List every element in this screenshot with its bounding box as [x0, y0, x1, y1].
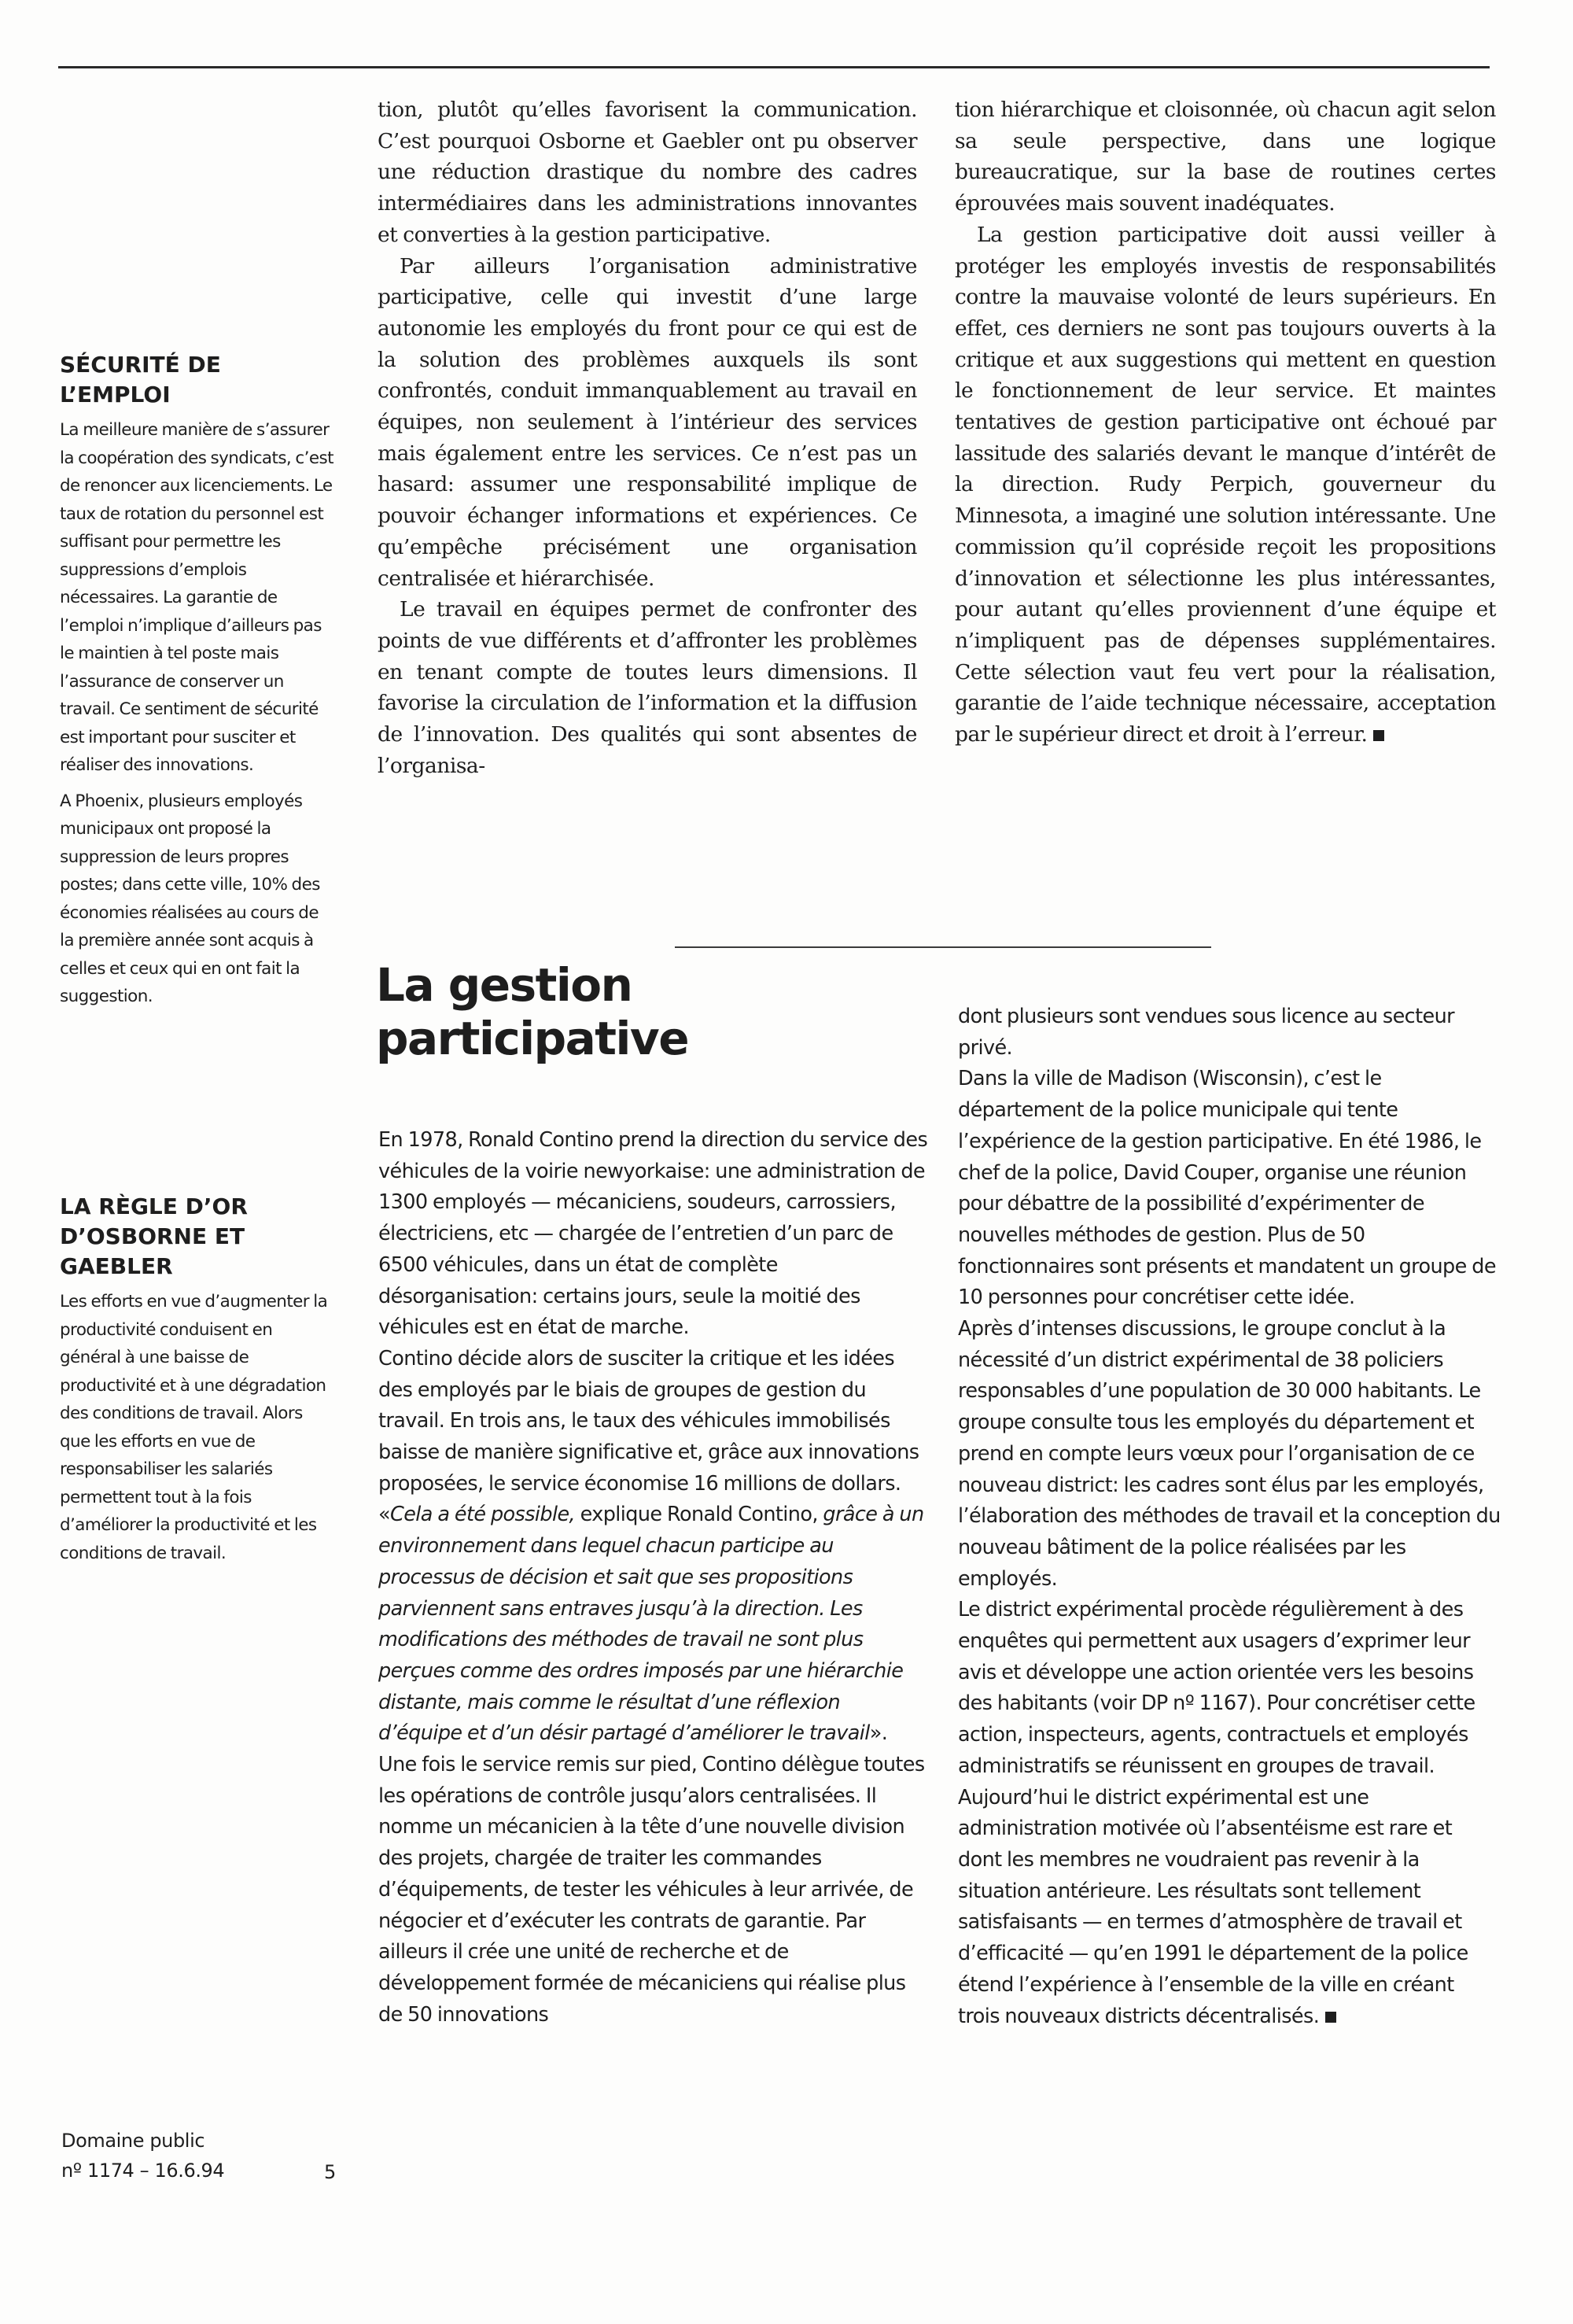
headline-line: La gestion: [376, 958, 632, 1012]
headline-line: participative: [376, 1012, 689, 1065]
top-article-column-1: [378, 94, 917, 781]
article-paragraph-text: Aujourd’hui le district expérimental est une administration motivée où l’absentéisme est rare et dont les membres ne voudraient pas revenir à la situation antérieure. Les résultats sont tellement satisfaisants — en termes d’atmosphère de travail et d’efficacité — qu’en 1991 le département de la police étend l’expérience à l’ensemble de la ville en créant trois nouveaux districts décentralisés.: [958, 1785, 1468, 2028]
sidebar-title-line: LA RÈGLE D’OR: [60, 1193, 248, 1219]
article-paragraph: [958, 1783, 1501, 2033]
issue-info: nº 1174 – 16.6.94: [61, 2160, 225, 2182]
sidebar-title: [60, 350, 335, 410]
article-paragraph: Après d’intenses discussions, le groupe conclut à la nécessité d’un district expérimental de 38 policiers responsables d’une population de 30 000 habitants. Le groupe consulte tous les employés du département et prend en compte leurs vœux pour l’organisation de ce nouveau district: les cadres sont élus par les employés, l’élaboration des méthodes de travail et la conception du nouveau bâtiment de la police réalisées par les employés.: [958, 1317, 1501, 1591]
end-of-story-icon: [1373, 730, 1384, 741]
article-headline: [376, 958, 911, 1065]
article-paragraph: dont plusieurs sont vendues sous licence au secteur privé.: [958, 1005, 1455, 1060]
article-paragraph: Par ailleurs l’organisation administrative participative, celle qui investit d’une large autonomie les employés du front pour ce qui est de la solution des problèmes auxquels ils sont confrontés, conduit immanquablement au travail en équipes, non seulement à l’intérieur des services mais également entre les services. Ce n’est pas un hasard: assumer une responsabilité implique de pouvoir échanger informations et expériences. Ce qu’empêche précisément une organisation centralisée et hiérarchisée.: [378, 253, 917, 591]
sidebar-paragraph: La meilleure manière de s’assurer la coopération des syndicats, c’est de renoncer aux licenciements. Le taux de rotation du personnel est suffisant pour permettre les suppressions d’emplois nécessaires. La garantie de l’emploi n’implique d’ailleurs pas le maintien à tel poste mais l’assurance de conserver un travail. Ce sentiment de sécurité est important pour susciter et réaliser des innovations.: [60, 420, 333, 775]
sidebar-title: [60, 1192, 335, 1282]
sidebar-title-line: L’EMPLOI: [60, 382, 171, 408]
end-of-story-icon: [1325, 2012, 1336, 2023]
article-paragraph-text: La gestion participative doit aussi veiller à protéger les employés investis de responsabilités contre la mauvaise volonté de leurs supérieurs. En effet, ces derniers ne sont pas toujours ouverts à la critique et aux suggestions qui mettent en question le fonctionnement de leur service. Et maintes tentatives de gestion participative ont échoué par lassitude des salariés devant le manque d’intérêt de la direction. Rudy Perpich, gouverneur du Minnesota, a imaginé une solution intéressante. Une commission qu’il copréside reçoit les propositions d’innovation et sélectionne les plus intéressantes, pour autant qu’elles proviennent d’une équipe et n’impliquent pas de dépenses supplémentaires. Cette sélection vaut feu vert pour la réalisation, garantie de l’aide technique nécessaire, acceptation par le supérieur direct et droit à l’erreur.: [955, 222, 1496, 747]
article-paragraph: [955, 219, 1496, 751]
sidebar-title-line: SÉCURITÉ DE: [60, 352, 221, 378]
sidebar-section-golden-rule: [60, 1192, 335, 1575]
article-paragraph: [378, 1344, 929, 1750]
top-article-column-2: [955, 94, 1496, 751]
article-text: explique Ronald Contino,: [575, 1503, 823, 1527]
sidebar-title-line: GAEBLER: [60, 1253, 173, 1279]
article-paragraph: Une fois le service remis sur pied, Contino délègue toutes les opérations de contrôle jusqu’alors centralisées. Il nomme un mécanicien à la tête d’une nouvelle division des projets, chargée de traiter les commandes d’équipements, de tester les véhicules à leur arrivée, de négocier et d’exécuter les contrats de garantie. Par ailleurs il crée une unité de recherche et de développement formée de mécaniciens qui réalise plus de 50 innovations: [378, 1753, 925, 2027]
bottom-article-column-1: [378, 1125, 929, 2031]
section-divider: [675, 946, 1211, 948]
article-paragraph: tion hiérarchique et cloisonnée, où chacun agit selon sa seule perspective, dans une logique bureaucratique, sur la base de routines certes éprouvées mais souvent inadéquates.: [955, 98, 1496, 216]
article-paragraph: En 1978, Ronald Contino prend la direction du service des véhicules de la voirie newyorkaise: une administration de 1300 employés — mécaniciens, soudeurs, carrossiers, électriciens, etc — chargée de l’entretien d’un parc de 6500 véhicules, dans un état de complète désorganisation: certains jours, seule la moitié des véhicules est en état de marche.: [378, 1128, 928, 1340]
publication-name: Domaine public: [61, 2130, 205, 2152]
publication-footer: [61, 2126, 224, 2186]
article-paragraph: Le district expérimental procède régulièrement à des enquêtes qui permettent aux usagers d’exprimer leur avis et développe une action orientée vers les besoins des habitants (voir DP nº 1167). Pour concrétiser cette action, inspecteurs, agents, contractuels et employés administratifs se réunissent en groupes de travail.: [958, 1598, 1475, 1778]
top-rule: [58, 66, 1490, 68]
bottom-article-column-2: [958, 1002, 1501, 2032]
article-text: Contino décide alors de susciter la critique et les idées des employés par le biais de groupes de gestion du travail. En trois ans, le taux des véhicules immobilisés baisse de manière significative et, grâce aux innovations proposées, le service économise 16 millions de dollars. «: [378, 1346, 919, 1527]
page-number: 5: [324, 2161, 337, 2183]
article-paragraph: Dans la ville de Madison (Wisconsin), c’est le département de la police municipale qui tente l’expérience de la gestion participative. En été 1986, le chef de la police, David Couper, organise une réunion pour débattre de la possibilité d’expérimenter de nouvelles méthodes de gestion. Plus de 50 fonctionnaires sont présents et mandatent un groupe de 10 personnes pour concrétiser cette idée.: [958, 1067, 1496, 1310]
quote-text: grâce à un environnement dans lequel chacun participe au processus de décision et sait que ses propositions parviennent sans entraves jusqu’à la direction. Les modifications des méthodes de travail ne sont plus perçues comme des ordres imposés par une hiérarchie distante, mais comme le résultat d’une réflexion d’équipe et d’un désir partagé d’améliorer le travail: [378, 1503, 924, 1746]
sidebar-paragraph: Les efforts en vue d’augmenter la productivité conduisent en général à une baisse de productivité et à une dégradation des conditions de travail. Alors que les efforts en vue de responsabiliser les salariés permettent tout à la fois d’améliorer la productivité et les conditions de travail.: [60, 1292, 328, 1563]
sidebar-section-job-security: [60, 350, 335, 1019]
article-paragraph: Le travail en équipes permet de confronter des points de vue différents et d’affronter les problèmes en tenant compte de toutes leurs dimensions. Il favorise la circulation de l’information et la diffusion de l’innovation. Des qualités qui sont absentes de l’organisa-: [378, 597, 917, 778]
article-paragraph: tion, plutôt qu’elles favorisent la communication. C’est pourquoi Osborne et Gaebler ont pu observer une réduction drastique du nombre des cadres intermédiaires dans les administrations innovantes et converties à la gestion participative.: [378, 98, 917, 247]
quote-text: Cela a été possible,: [390, 1503, 576, 1527]
article-text: ».: [869, 1721, 888, 1746]
sidebar-title-line: D’OSBORNE ET: [60, 1223, 245, 1249]
sidebar-paragraph: A Phoenix, plusieurs employés municipaux ont proposé la suppression de leurs propres postes; dans cette ville, 10% des économies réalisées au cours de la première année sont acquis à celles et ceux qui en ont fait la suggestion.: [60, 791, 320, 1006]
